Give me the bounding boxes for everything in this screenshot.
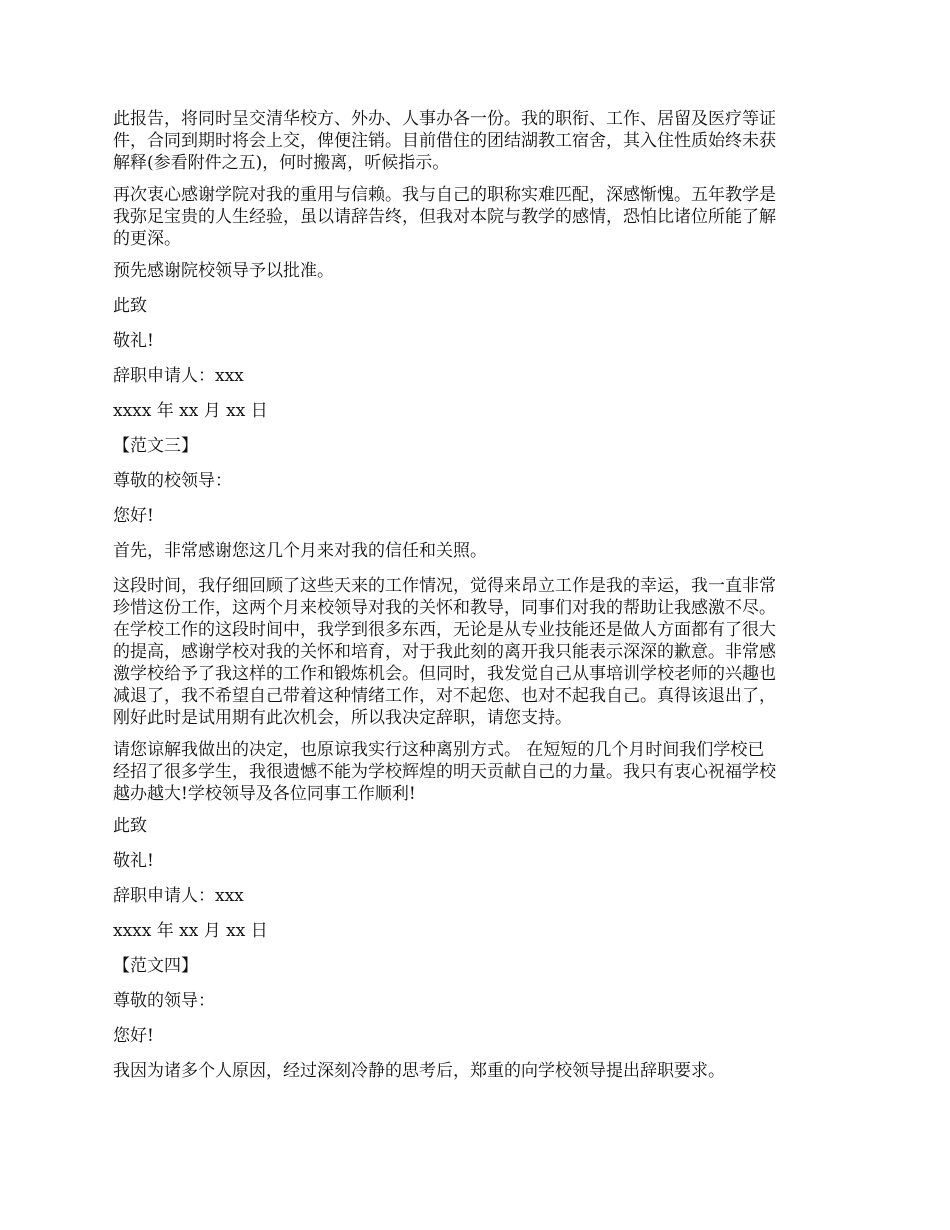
applicant-signature: 辞职申请人：xxx xyxy=(113,366,244,386)
text-line: 解释(参看附件之五)，何时搬离，听候指示。 xyxy=(113,153,450,173)
greeting-recipient: 尊敬的校领导： xyxy=(113,471,232,491)
text-line: 请您谅解我做出的决定，也原谅我实行这种离别方式。 在短短的几个月时间我们学校已 xyxy=(113,740,765,760)
text-line: 减退了，我不希望自己带着这种情绪工作，对不起您、也对不起我自己。真得该退出了， xyxy=(113,686,776,706)
paragraph-report-submission xyxy=(113,108,841,174)
document-page xyxy=(113,108,841,1095)
paragraph-opening-thanks: 首先，非常感谢您这几个月来对我的信任和关照。 xyxy=(113,541,487,561)
paragraph-approval: 预先感谢院校领导予以批准。 xyxy=(113,261,334,281)
text-line: 再次衷心感谢学院对我的重用与信赖。我与自己的职称实难匹配，深感惭愧。五年教学是 xyxy=(113,185,776,205)
text-line: 激学校给予了我这样的工作和锻炼机会。但同时，我发觉自己从事培训学校老师的兴趣也 xyxy=(113,664,776,684)
paragraph-understanding xyxy=(113,739,841,805)
text-line: 的更深。 xyxy=(113,229,181,249)
text-line: 件，合同到期时将会上交，俾便注销。目前借住的团结湖教工宿舍，其入住性质始终未获 xyxy=(113,131,776,151)
closing-regards: 敬礼! xyxy=(113,331,154,351)
greeting-recipient: 尊敬的领导： xyxy=(113,991,215,1011)
greeting-hello: 您好! xyxy=(113,1026,154,1046)
section-heading-sample-four: 【范文四】 xyxy=(113,956,198,976)
text-line: 这段时间，我仔细回顾了这些天来的工作情况，觉得来昂立工作是我的幸运，我一直非常 xyxy=(113,576,776,596)
text-line: 在学校工作的这段时间中，我学到很多东西，无论是从专业技能还是做人方面都有了很大 xyxy=(113,620,776,640)
text-line: 越办越大!学校领导及各位同事工作顺利! xyxy=(113,784,416,804)
text-line: 珍惜这份工作，这两个月来校领导对我的关怀和教导，同事们对我的帮助让我感激不尽。 xyxy=(113,598,776,618)
paragraph-work-reflection xyxy=(113,575,841,729)
paragraph-resignation-request: 我因为诸多个人原因，经过深刻冷静的思考后，郑重的向学校领导提出辞职要求。 xyxy=(113,1061,725,1081)
closing-regards: 敬礼! xyxy=(113,851,154,871)
text-line: 经招了很多学生，我很遗憾不能为学校辉煌的明天贡献自己的力量。我只有衷心祝福学校 xyxy=(113,762,776,782)
section-heading-sample-three: 【范文三】 xyxy=(113,436,198,456)
applicant-signature: 辞职申请人：xxx xyxy=(113,886,244,906)
date-line: xxxx 年 xx 月 xx 日 xyxy=(113,401,268,421)
closing-salutation: 此致 xyxy=(113,816,147,836)
paragraph-thanks xyxy=(113,184,841,250)
text-line: 刚好此时是试用期有此次机会，所以我决定辞职，请您支持。 xyxy=(113,708,572,728)
text-line: 我弥足宝贵的人生经验，虽以请辞告终，但我对本院与教学的感情，恐怕比诸位所能了解 xyxy=(113,207,776,227)
text-line: 此报告，将同时呈交清华校方、外办、人事办各一份。我的职衔、工作、居留及医疗等证 xyxy=(113,109,776,129)
date-line: xxxx 年 xx 月 xx 日 xyxy=(113,921,268,941)
closing-salutation: 此致 xyxy=(113,296,147,316)
greeting-hello: 您好! xyxy=(113,506,154,526)
text-line: 的提高，感谢学校对我的关怀和培育，对于我此刻的离开我只能表示深深的歉意。非常感 xyxy=(113,642,776,662)
